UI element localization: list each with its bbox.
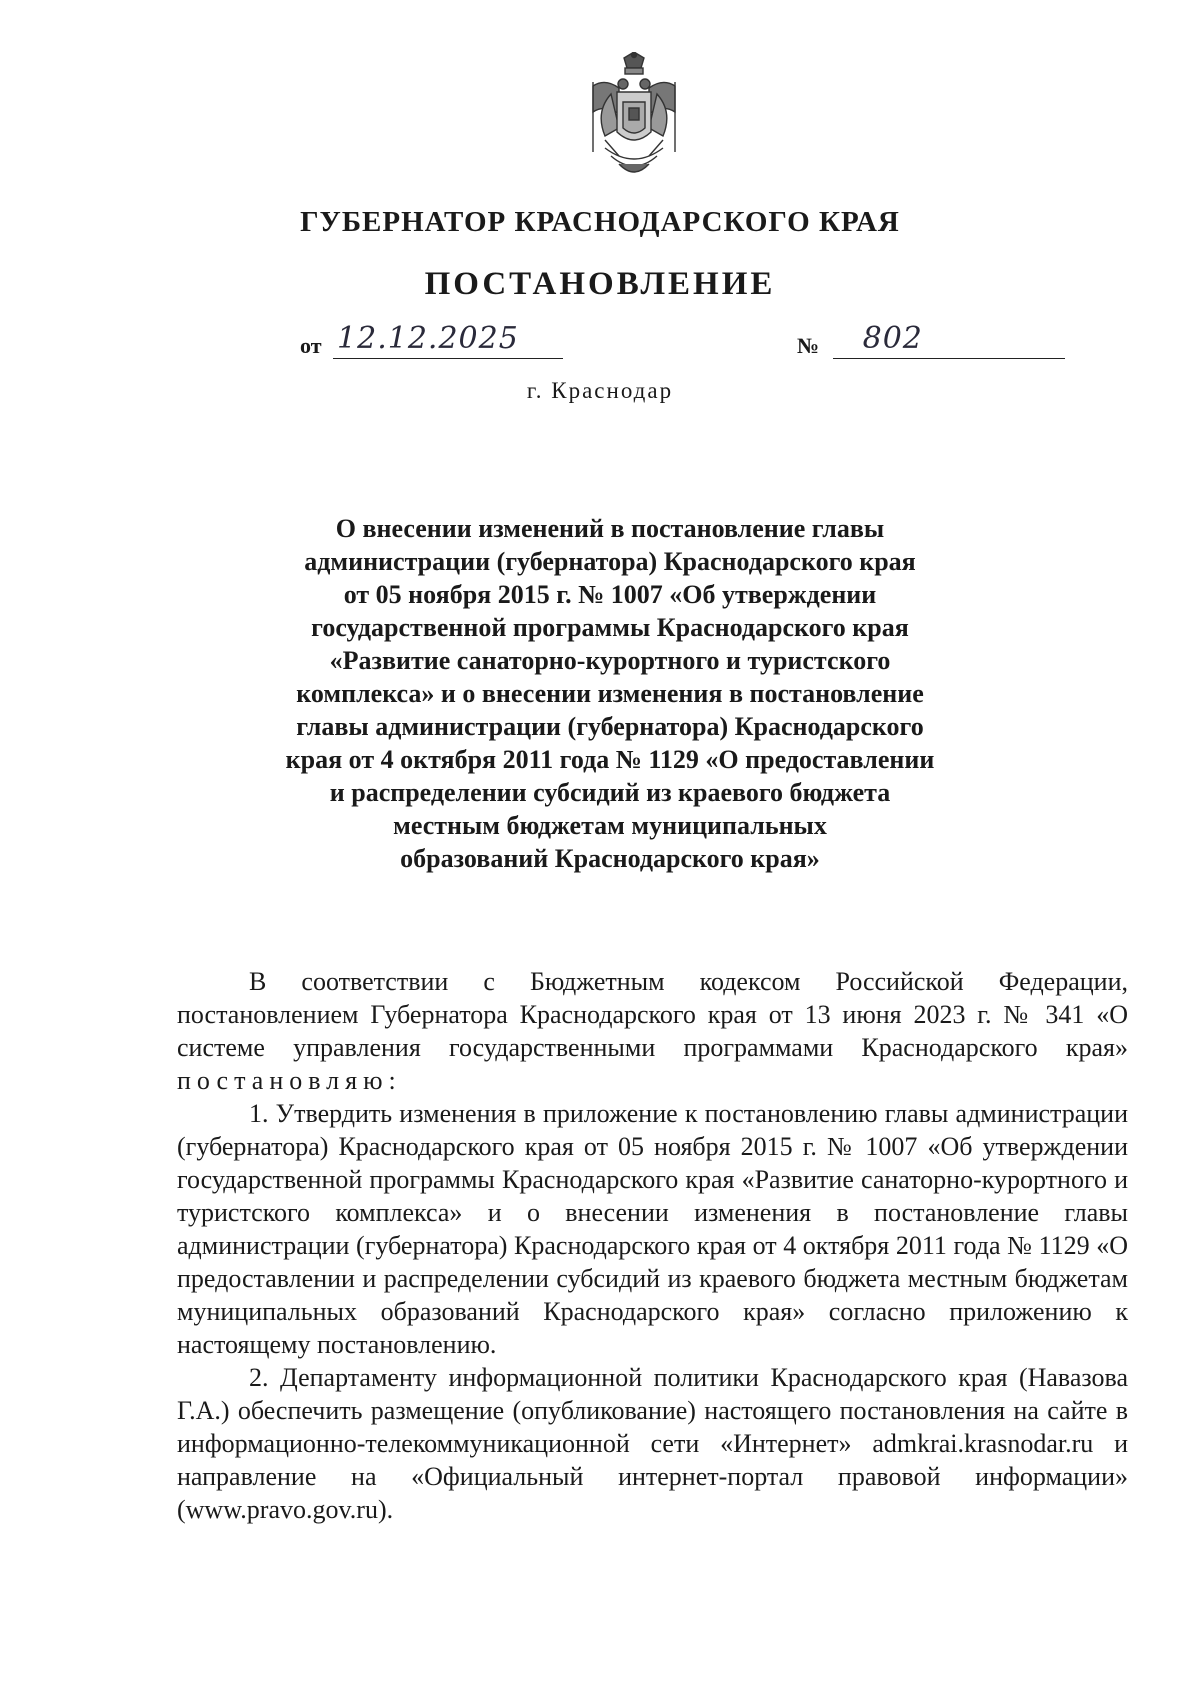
number-value: 802 (862, 321, 923, 356)
subject-line: государственной программы Краснодарского края (311, 613, 909, 642)
subject-line: образований Краснодарского края» (400, 844, 820, 873)
number-field (833, 321, 1065, 359)
decree-keyword: постановляю: (177, 1066, 402, 1095)
date-field (333, 321, 563, 359)
subject-line: местным бюджетам муниципальных (393, 811, 827, 840)
subject-line: от 05 ноября 2015 г. № 1007 «Об утверждении (343, 580, 877, 609)
issuer-title: ГУБЕРНАТОР КРАСНОДАРСКОГО КРАЯ (300, 206, 900, 238)
document-body (177, 965, 1128, 1526)
subject-line: О внесении изменений в постановление главы (335, 514, 885, 543)
city: г. Краснодар (526, 378, 674, 403)
item-1-paragraph: 1. Утвердить изменения в приложение к постановлению главы администрации (губернатора) Краснодарского края от 05 ноября 2015 г. № 1007 «Об утверждении государственной программы Краснодарского края «Развитие санаторно-курортного и туристского комплекса» и о внесении изменения в постановление главы администрации (губернатора) Краснодарского края от 4 октября 2011 года № 1129 «О предоставлении и распределении субсидий из краевого бюджета местным бюджетам муниципальных образований Краснодарского края» согласно приложению к настоящему постановлению. (177, 1099, 1128, 1359)
subject-line: и распределении субсидий из краевого бюджета (329, 778, 891, 807)
preamble-paragraph (177, 965, 1128, 1097)
coat-of-arms-emblem (575, 52, 693, 182)
preamble-text: В соответствии с Бюджетным кодексом Российской Федерации, постановлением Губернатора Краснодарского края от 13 июня 2023 г. № 341 «О системе управления государственными программами Краснодарского края» (177, 967, 1128, 1062)
document-number (797, 321, 1065, 359)
item-2-paragraph: 2. Департаменту информационной политики Краснодарского края (Навазова Г.А.) обеспечить размещение (опубликование) настоящего постановления на сайте в информационно-телекоммуникационной сети «Интернет» admkrai.krasnodar.ru и направление на «Официальный интернет-портал правовой информации» (www.pravo.gov.ru). (177, 1363, 1128, 1524)
subject-line: главы администрации (губернатора) Краснодарского (296, 712, 924, 741)
subject-line: комплекса» и о внесении изменения в постановление (296, 679, 924, 708)
document-type: ПОСТАНОВЛЕНИЕ (424, 266, 776, 302)
document-date (300, 321, 563, 359)
subject-line: края от 4 октября 2011 года № 1129 «О предоставлении (285, 745, 935, 774)
date-prefix: от (300, 333, 322, 358)
document-subject (250, 512, 970, 875)
date-value: 12.12.2025 (337, 321, 519, 356)
number-prefix: № (797, 333, 820, 358)
subject-line: «Развитие санаторно-курортного и туристского (329, 646, 891, 675)
subject-line: администрации (губернатора) Краснодарского края (304, 547, 916, 576)
